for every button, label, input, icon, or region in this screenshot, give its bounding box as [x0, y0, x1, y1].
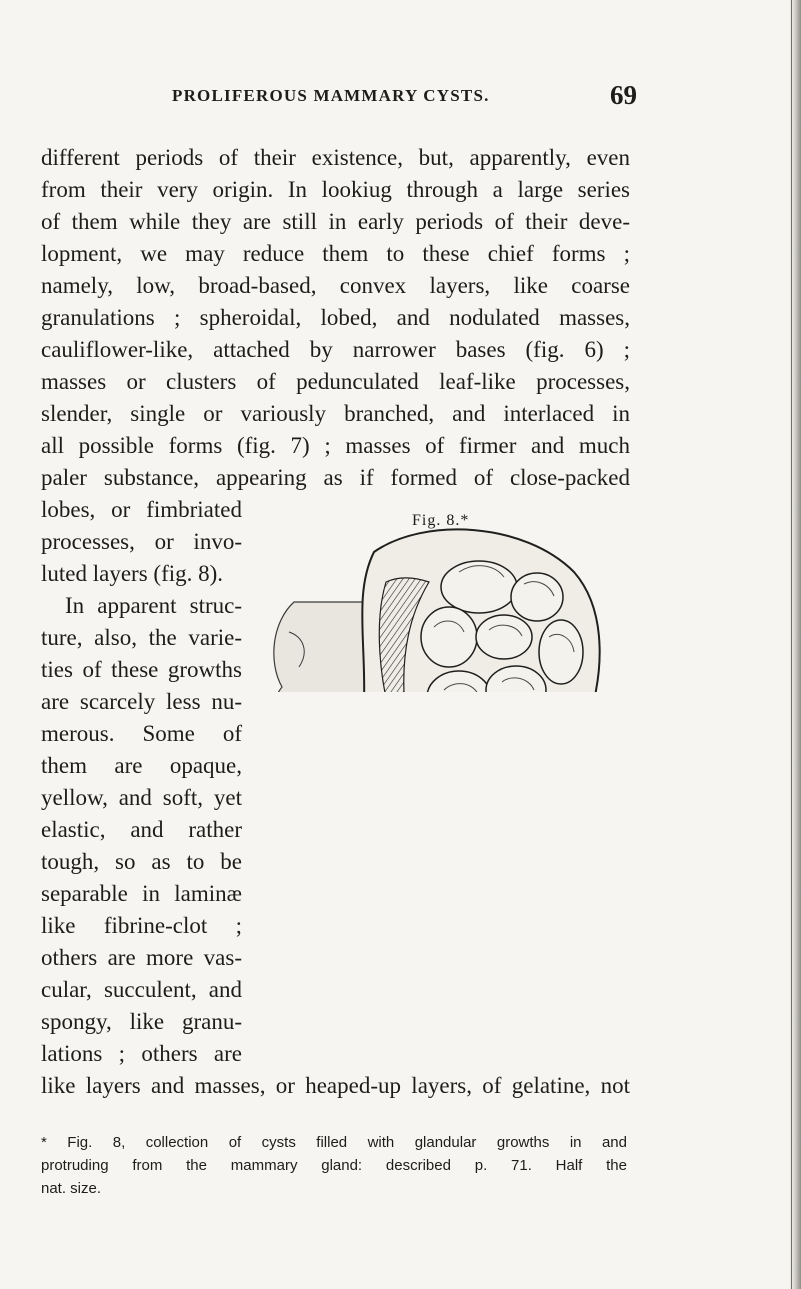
body-line: different periods of their existence, but, apparently, even: [41, 145, 630, 170]
body-line-narrow: others are more vas-: [41, 945, 242, 970]
body-line-narrow: like fibrine-clot ;: [41, 913, 242, 938]
body-line-narrow: ture, also, the varie-: [41, 625, 242, 650]
body-line-narrow: lations ; others are: [41, 1041, 242, 1066]
body-line: masses or clusters of pedunculated leaf-like processes,: [41, 369, 630, 394]
body-line-narrow: ties of these growths: [41, 657, 242, 682]
footnote-line: nat. size.: [41, 1180, 102, 1197]
body-line: granulations ; spheroidal, lobed, and nodulated masses,: [41, 305, 630, 330]
cyst-engraving-figure: [254, 352, 614, 692]
body-line-narrow: are scarcely less nu-: [41, 689, 242, 714]
body-line-narrow: yellow, and soft, yet: [41, 785, 242, 810]
body-line: paler substance, appearing as if formed of close-packed: [41, 465, 630, 490]
body-line-narrow: separable in laminæ: [41, 881, 242, 906]
body-line: all possible forms (fig. 7) ; masses of firmer and much: [41, 433, 630, 458]
body-line-narrow: In apparent struc-: [65, 593, 242, 618]
body-line: namely, low, broad-based, convex layers, like coarse: [41, 273, 630, 298]
body-line: cauliflower-like, attached by narrower bases (fig. 6) ;: [41, 337, 630, 362]
body-line-narrow: cular, succulent, and: [41, 977, 242, 1002]
body-line-narrow: processes, or invo-: [41, 529, 242, 554]
body-line: from their very origin. In lookiug through a large series: [41, 177, 630, 202]
body-line-narrow: merous. Some of: [41, 721, 242, 746]
body-line: of them while they are still in early periods of their deve-: [41, 209, 630, 234]
body-line-narrow: lobes, or fimbriated: [41, 497, 242, 522]
body-line-narrow: tough, so as to be: [41, 849, 242, 874]
footnote-line: protruding from the mammary gland: described p. 71. Half the: [41, 1157, 627, 1174]
body-line-narrow: them are opaque,: [41, 753, 242, 778]
page-edge-line: [791, 0, 792, 1289]
body-line: slender, single or variously branched, and interlaced in: [41, 401, 630, 426]
body-line: lopment, we may reduce them to these chief forms ;: [41, 241, 630, 266]
body-line: like layers and masses, or heaped-up layers, of gelatine, not: [41, 1073, 630, 1098]
figure-caption: Fig. 8.*: [412, 512, 470, 529]
page-number: 69: [610, 80, 637, 110]
body-line-narrow: spongy, like granu-: [41, 1009, 242, 1034]
body-line-narrow: luted layers (fig. 8).: [41, 561, 224, 586]
running-head: PROLIFEROUS MAMMARY CYSTS.: [172, 86, 490, 105]
footnote-line: * Fig. 8, collection of cysts filled with glandular growths in and: [41, 1134, 627, 1151]
body-line-narrow: elastic, and rather: [41, 817, 242, 842]
